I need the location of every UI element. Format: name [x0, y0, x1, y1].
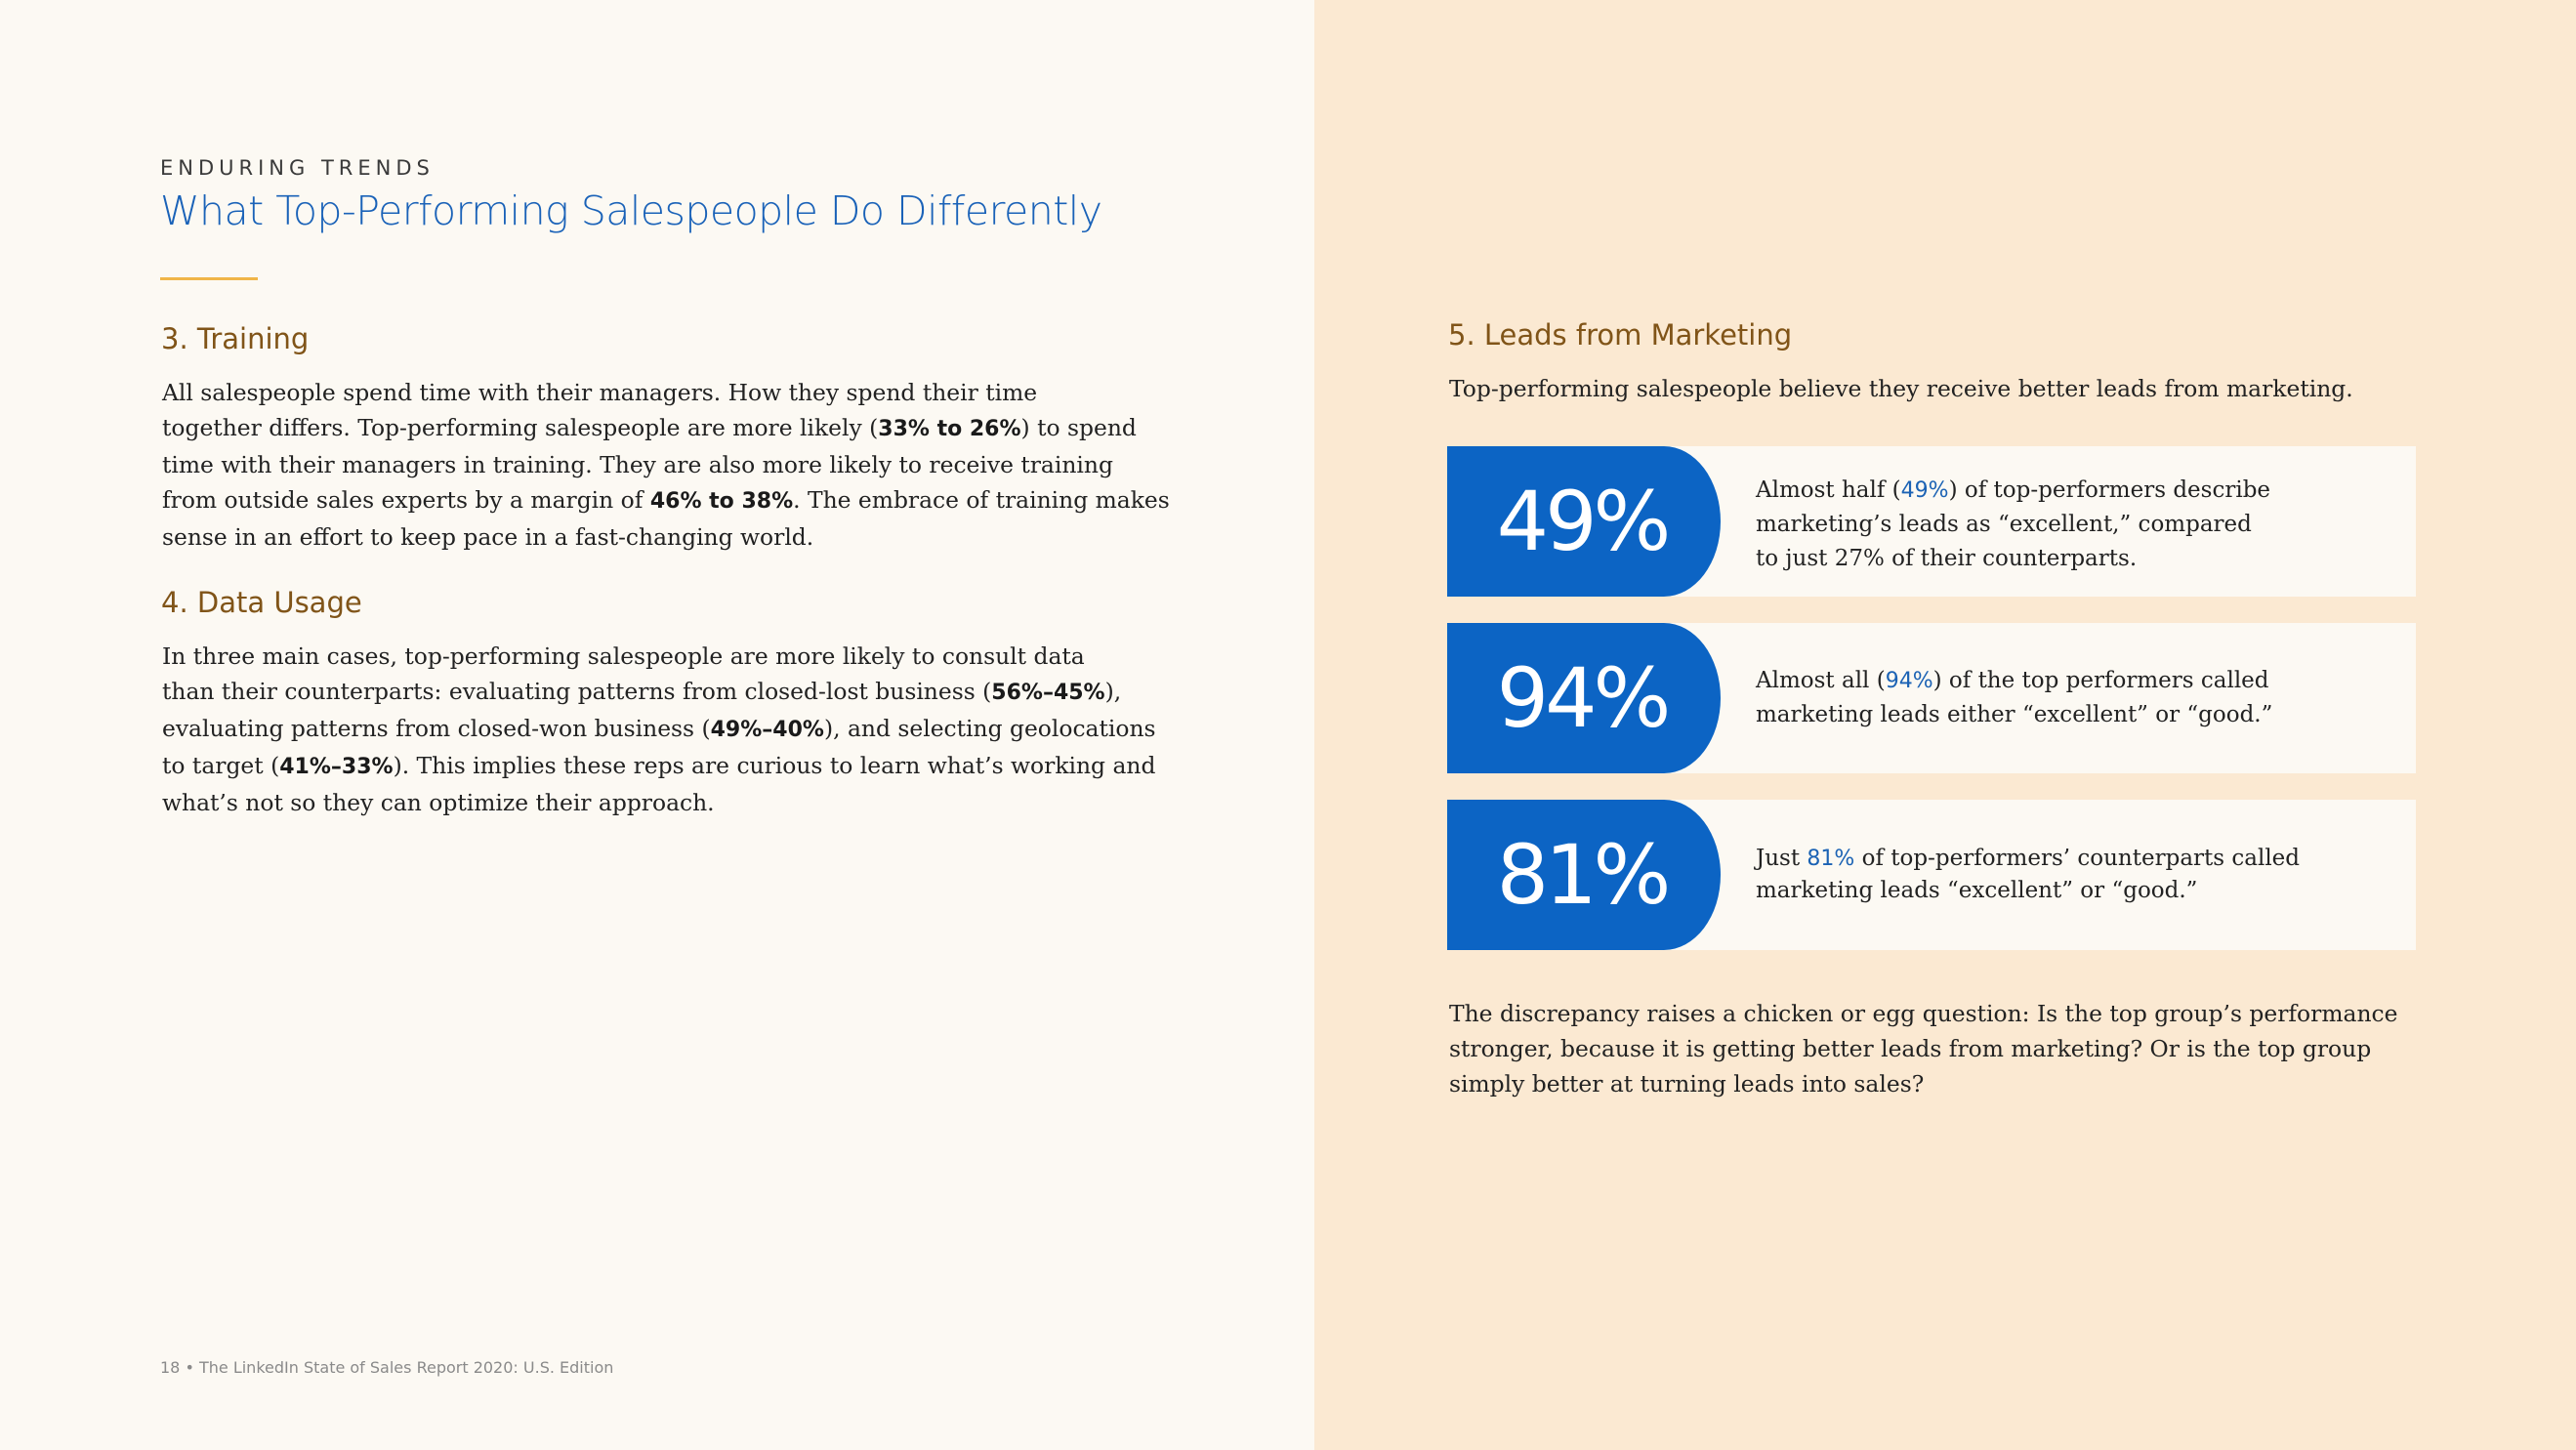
text-line: together differs. Top-performing salespeople are more likely (33% to 26%) to spend [162, 414, 1137, 441]
training-body [162, 375, 1187, 555]
stat-value: 81% [1496, 827, 1668, 923]
text-line: Almost half (49%) of top-performers describe [1756, 477, 2271, 503]
stat-card-94 [1447, 623, 2416, 773]
text-line: what’s not so they can optimize their approach. [162, 789, 715, 816]
highlight-stat: 81% [1807, 847, 1855, 871]
text-line: In three main cases, top-performing salespeople are more likely to consult data [162, 642, 1085, 670]
text-line: marketing leads “excellent” or “good.” [1756, 878, 2198, 903]
stat-card-81 [1447, 800, 2416, 950]
text-line: to just 27% of their counterparts. [1756, 546, 2138, 571]
closing-paragraph [1449, 996, 2445, 1101]
data-usage-body [162, 639, 1187, 820]
text-line: marketing leads either “excellent” or “good.” [1756, 702, 2273, 727]
page-title: What Top-Performing Salespeople Do Differently [160, 187, 1102, 234]
closing-line: simply better at turning leads into sales? [1449, 1070, 1925, 1098]
text-line: evaluating patterns from closed-won business (49%–40%), and selecting geolocations [162, 715, 1156, 742]
stat-description [1756, 474, 2312, 576]
closing-line: The discrepancy raises a chicken or egg question: Is the top group’s performance [1449, 1000, 2398, 1027]
training-heading: 3. Training [161, 322, 310, 355]
leads-intro: Top-performing salespeople believe they receive better leads from marketing. [1449, 375, 2353, 402]
stat-value: 49% [1496, 474, 1668, 569]
section-eyebrow: ENDURING TRENDS [160, 156, 435, 180]
highlight-stat: 49% [1900, 478, 1949, 503]
text-line: marketing’s leads as “excellent,” compared [1756, 512, 2252, 537]
text-line: sense in an effort to keep pace in a fast-changing world. [162, 523, 814, 551]
title-underline [160, 277, 258, 280]
bold-stat: 56%–45% [991, 681, 1105, 705]
text-line: from outside sales experts by a margin of 46% to 38%. The embrace of training makes [162, 486, 1170, 514]
leads-heading: 5. Leads from Marketing [1448, 318, 1793, 352]
stat-description [1756, 843, 2312, 907]
text-line: Just 81% of top-performers’ counterparts called [1756, 846, 2301, 871]
stat-value: 94% [1496, 650, 1668, 746]
stat-description [1756, 664, 2312, 732]
highlight-stat: 94% [1885, 669, 1933, 693]
text-line: to target (41%–33%). This implies these reps are curious to learn what’s working and [162, 752, 1156, 779]
data-usage-heading: 4. Data Usage [161, 586, 362, 619]
bold-stat: 41%–33% [279, 755, 394, 779]
stat-card-49 [1447, 446, 2416, 597]
closing-line: stronger, because it is getting better leads from marketing? Or is the top group [1449, 1035, 2372, 1062]
bold-stat: 46% to 38% [649, 489, 794, 514]
page-footer: 18 • The LinkedIn State of Sales Report 2020: U.S. Edition [160, 1358, 614, 1377]
text-line: All salespeople spend time with their managers. How they spend their time [162, 379, 1038, 406]
text-line: Almost all (94%) of the top performers called [1756, 668, 2269, 693]
text-line: than their counterparts: evaluating patterns from closed-lost business (56%–45%), [162, 678, 1122, 705]
bold-stat: 33% to 26% [878, 417, 1021, 441]
text-line: time with their managers in training. They are also more likely to receive training [162, 451, 1113, 478]
bold-stat: 49%–40% [710, 718, 824, 742]
